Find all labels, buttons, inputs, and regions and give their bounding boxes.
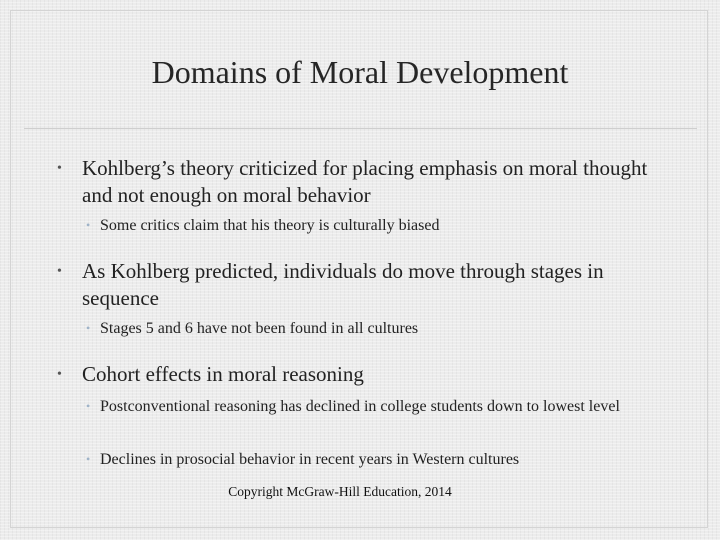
sub-bullet-item [86, 449, 670, 470]
bullet-marker: • [57, 264, 62, 279]
title-divider [24, 128, 697, 129]
sub-bullet-marker: • [86, 399, 91, 413]
sub-bullet-text: Declines in prosocial behavior in recent years in Western cultures [100, 451, 520, 468]
bullet-item [57, 155, 652, 209]
bullet-marker: • [57, 367, 62, 382]
bullet-item [57, 258, 652, 312]
sub-bullet-item [86, 396, 670, 417]
sub-bullet-marker: • [86, 321, 91, 335]
bullet-text: As Kohlberg predicted, individuals do move through stages in sequence [82, 259, 604, 310]
sub-bullet-text: Some critics claim that his theory is culturally biased [100, 217, 440, 234]
bullet-item [57, 361, 652, 388]
bullet-text: Kohlberg’s theory criticized for placing emphasis on moral thought and not enough on moral behavior [82, 156, 648, 207]
sub-bullet-item [86, 318, 670, 339]
sub-bullet-marker: • [86, 218, 91, 232]
sub-bullet-text: Stages 5 and 6 have not been found in all cultures [100, 320, 419, 337]
copyright-text: Copyright McGraw-Hill Education, 2014 [228, 484, 452, 499]
sub-bullet-item [86, 215, 670, 236]
bullet-marker: • [57, 161, 62, 176]
bullet-text: Cohort effects in moral reasoning [82, 362, 364, 386]
sub-bullet-text: Postconventional reasoning has declined in college students down to lowest level [100, 398, 620, 415]
sub-bullet-marker: • [86, 452, 91, 466]
slide-title: Domains of Moral Development [151, 54, 569, 90]
